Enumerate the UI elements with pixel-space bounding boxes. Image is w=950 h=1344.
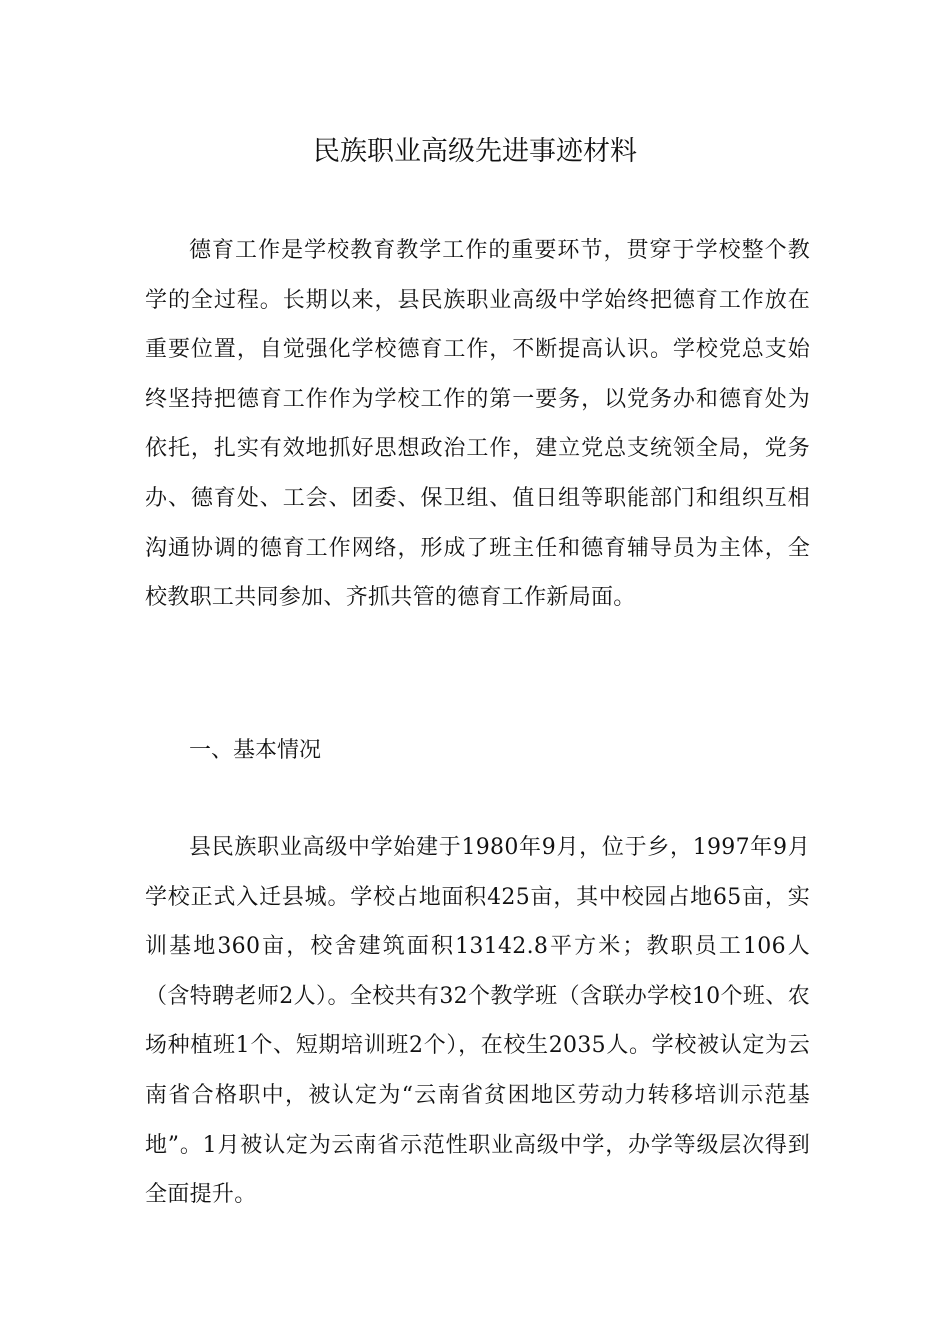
basic-info-paragraph: 县民族职业高级中学始建于1980年9月，位于乡，1997年9月学校正式入迁县城。学校占地面积425亩，其中校园占地65亩，实训基地360亩，校舍建筑面积13142.8平方米；教职员工106人（含特聘老师2人）。全校共有32个教学班（含联办学校10个班、农场种植班1个、短期培训班2个），在校生2035人。学校被认定为云南省合格职中，被认定为“云南省贫困地区劳动力转移培训示范基地”。1月被认定为云南省示范性职业高级中学，办学等级层次得到全面提升。: [145, 835, 810, 1208]
document-title: 民族职业高级先进事迹材料: [313, 136, 637, 167]
intro-paragraph: 德育工作是学校教育教学工作的重要环节，贯穿于学校整个教学的全过程。长期以来，县民族职业高级中学始终把德育工作放在重要位置，自觉强化学校德育工作，不断提高认识。学校党总支始终坚持把德育工作作为学校工作的第一要务，以党务办和德育处为依托，扎实有效地抓好思想政治工作，建立党总支统领全局，党务办、德育处、工会、团委、保卫组、值日组等职能部门和组织互相沟通协调的德育工作网络，形成了班主任和德育辅导员为主体，全校教职工共同参加、齐抓共管的德育工作新局面。: [145, 238, 810, 611]
section-heading: 一、基本情况: [189, 738, 322, 763]
